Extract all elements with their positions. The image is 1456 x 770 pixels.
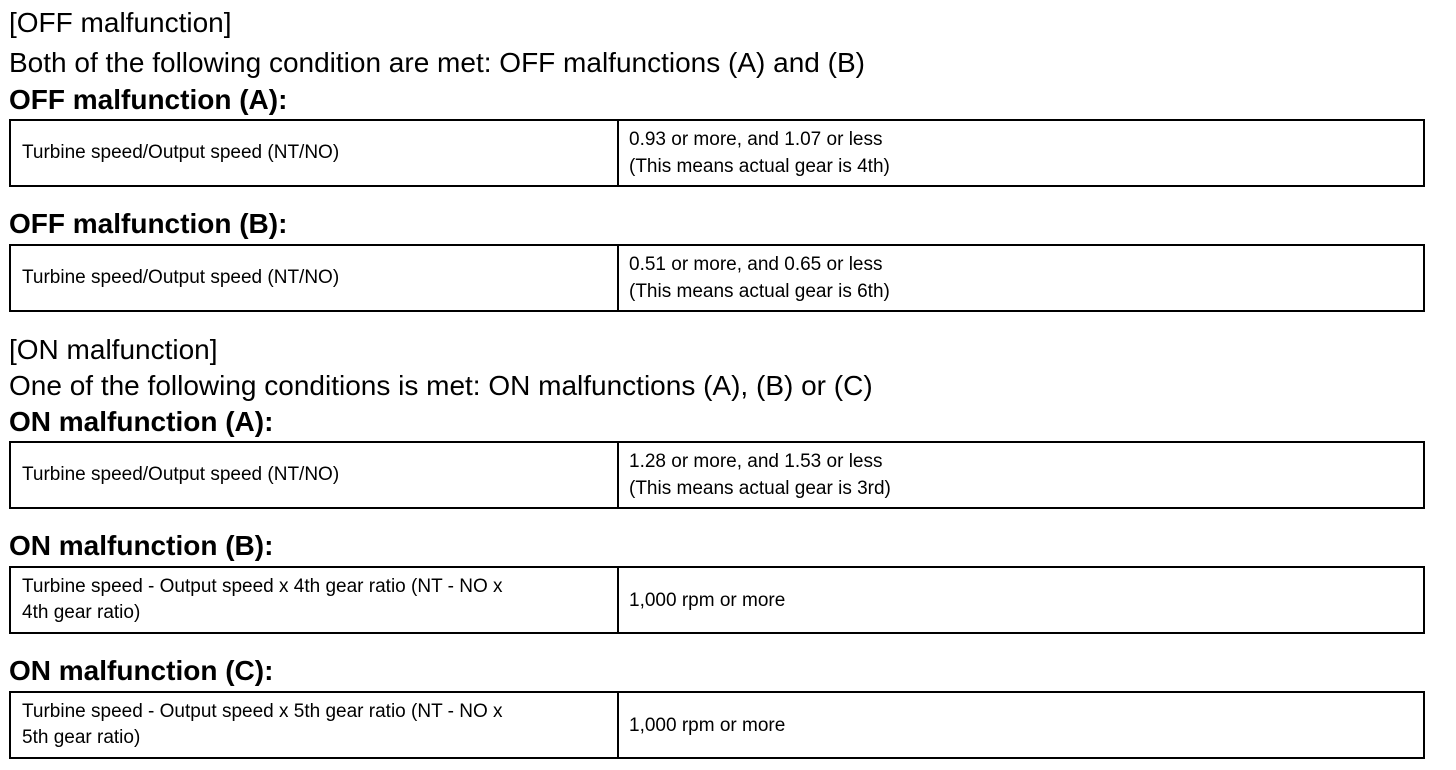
off-malfunction-a-table xyxy=(9,119,1425,187)
on-malfunction-b-title: ON malfunction (B): xyxy=(9,530,274,561)
on-section-heading: [ON malfunction] xyxy=(9,334,218,365)
off-malfunction-a-parameter: Turbine speed/Output speed (NT/NO) xyxy=(22,142,340,163)
on-malfunction-c-parameter-cell xyxy=(11,693,619,757)
off-section-heading: [OFF malfunction] xyxy=(9,7,232,38)
off-malfunction-b-table xyxy=(9,244,1425,312)
off-malfunction-b-value-cell xyxy=(619,246,1423,310)
on-malfunction-b-value: 1,000 rpm or more xyxy=(629,589,786,611)
off-malfunction-b-parameter: Turbine speed/Output speed (NT/NO) xyxy=(22,267,340,288)
on-malfunction-a-value-cell xyxy=(619,443,1423,507)
on-malfunction-c-value: 1,000 rpm or more xyxy=(629,714,786,736)
off-malfunction-b-title: OFF malfunction (B): xyxy=(9,208,288,239)
off-malfunction-b-parameter-cell xyxy=(11,246,619,310)
on-malfunction-c-value-cell xyxy=(619,693,1423,757)
on-malfunction-a-table xyxy=(9,441,1425,509)
off-malfunction-a-value-line2: (This means actual gear is 4th) xyxy=(629,156,890,177)
on-malfunction-a-value-line2: (This means actual gear is 3rd) xyxy=(629,478,891,499)
off-malfunction-b-value-line1: 0.51 or more, and 0.65 or less xyxy=(629,254,883,275)
on-malfunction-a-value-line1: 1.28 or more, and 1.53 or less xyxy=(629,451,883,472)
on-malfunction-c-title: ON malfunction (C): xyxy=(9,655,274,686)
on-malfunction-a-parameter-cell xyxy=(11,443,619,507)
on-section-intro: One of the following conditions is met: ON malfunctions (A), (B) or (C) xyxy=(9,370,873,401)
off-malfunction-a-title: OFF malfunction (A): xyxy=(9,84,288,115)
off-malfunction-a-parameter-cell xyxy=(11,121,619,185)
off-section-intro: Both of the following condition are met: OFF malfunctions (A) and (B) xyxy=(9,47,865,78)
on-malfunction-c-parameter-line2: 5th gear ratio) xyxy=(22,727,141,748)
on-malfunction-c-parameter-line1: Turbine speed - Output speed x 5th gear ratio (NT - NO x xyxy=(22,701,503,722)
on-malfunction-b-value-cell xyxy=(619,568,1423,632)
off-malfunction-a-value-cell xyxy=(619,121,1423,185)
on-malfunction-b-parameter-line1: Turbine speed - Output speed x 4th gear ratio (NT - NO x xyxy=(22,576,503,597)
off-malfunction-a-value-line1: 0.93 or more, and 1.07 or less xyxy=(629,129,883,150)
on-malfunction-b-parameter-line2: 4th gear ratio) xyxy=(22,602,141,623)
on-malfunction-a-title: ON malfunction (A): xyxy=(9,406,274,437)
on-malfunction-b-table xyxy=(9,566,1425,634)
on-malfunction-a-parameter: Turbine speed/Output speed (NT/NO) xyxy=(22,464,340,485)
on-malfunction-c-table xyxy=(9,691,1425,759)
on-malfunction-b-parameter-cell xyxy=(11,568,619,632)
off-malfunction-b-value-line2: (This means actual gear is 6th) xyxy=(629,281,890,302)
